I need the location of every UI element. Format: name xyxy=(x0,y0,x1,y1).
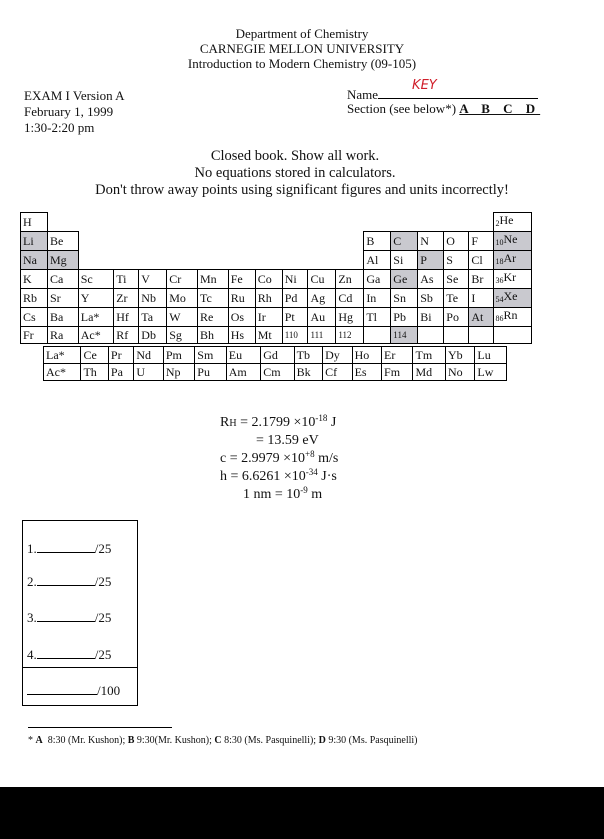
element-cell: Be xyxy=(47,232,78,251)
table-gap xyxy=(282,232,308,251)
table-gap xyxy=(197,213,228,232)
element-cell: Pu xyxy=(195,364,226,381)
element-cell: Es xyxy=(352,364,381,381)
element-cell: Ru xyxy=(228,289,255,308)
table-gap xyxy=(197,251,228,270)
element-cell: Ge xyxy=(391,270,418,289)
element-cell: Na xyxy=(21,251,48,270)
element-cell xyxy=(493,289,532,308)
footnote: * A 8:30 (Mr. Kushon); B 9:30(Mr. Kushon); C 8:30 (Ms. Pasquinelli); D 9:30 (Ms. Pasquinelli) xyxy=(28,735,418,746)
element-symbol: Xe xyxy=(503,289,518,303)
element-cell: Sn xyxy=(391,289,418,308)
element-cell: Co xyxy=(255,270,282,289)
element-cell: Cs xyxy=(21,308,48,327)
rydberg-constant: RH = $2.1799 \times 10^{-18}$ J xyxy=(220,413,337,430)
element-cell: Re xyxy=(197,308,228,327)
exam-time: 1:30-2:20 pm xyxy=(24,120,95,135)
element-cell: Bi xyxy=(418,308,444,327)
element-cell: Th xyxy=(81,364,108,381)
element-cell: Ho xyxy=(352,347,381,364)
element-cell: Bh xyxy=(197,327,228,344)
element-cell: In xyxy=(364,289,391,308)
score-row-1: 1. /25 xyxy=(27,541,112,556)
element-cell: Y xyxy=(78,289,113,308)
score-row-2: 2. /25 xyxy=(27,574,112,589)
element-cell: Rb xyxy=(21,289,48,308)
element-cell: Ac* xyxy=(78,327,113,344)
nanometer-conversion: 1 nm = $10^{-9}$ m xyxy=(243,485,323,502)
rydberg-ev: = 13.59 eV xyxy=(256,433,319,448)
element-cell: Au xyxy=(308,308,336,327)
table-gap xyxy=(78,232,113,251)
periodic-row xyxy=(21,270,532,289)
periodic-row xyxy=(21,213,532,232)
name-label: Name xyxy=(347,87,379,102)
element-cell: Pm xyxy=(163,347,194,364)
scan-border xyxy=(0,787,604,839)
element-cell: Al xyxy=(364,251,391,270)
element-cell: Pt xyxy=(282,308,308,327)
element-cell: Cr xyxy=(167,270,198,289)
planck-constant: $h = 6.6261 \times 10^{-34}$ J·s xyxy=(220,467,337,484)
f-block-row xyxy=(44,364,507,381)
section-field xyxy=(347,101,540,117)
element-cell: Fm xyxy=(382,364,413,381)
element-cell: S xyxy=(444,251,469,270)
element-symbol: Rn xyxy=(503,308,518,322)
element-cell: Gd xyxy=(261,347,294,364)
table-gap xyxy=(282,213,308,232)
table-gap xyxy=(364,213,391,232)
element-cell: Po xyxy=(444,308,469,327)
table-gap xyxy=(228,232,255,251)
element-cell: Fe xyxy=(228,270,255,289)
element-cell: No xyxy=(445,364,474,381)
atomic-number: 2 xyxy=(495,219,500,228)
element-cell xyxy=(493,327,532,344)
table-gap xyxy=(78,213,113,232)
element-cell: Pr xyxy=(108,347,133,364)
element-cell: Mn xyxy=(197,270,228,289)
element-cell: Zr xyxy=(114,289,139,308)
element-cell: U xyxy=(134,364,163,381)
periodic-row xyxy=(21,251,532,270)
element-cell: Hf xyxy=(114,308,139,327)
table-gap xyxy=(255,251,282,270)
element-cell: As xyxy=(418,270,444,289)
element-cell: Ac* xyxy=(44,364,81,381)
atomic-number: 18 xyxy=(495,257,504,266)
atomic-number: 10 xyxy=(495,238,504,247)
element-cell: H xyxy=(21,213,48,232)
element-cell: 112 xyxy=(336,327,364,344)
element-cell: 114 xyxy=(391,327,418,344)
element-cell: Ni xyxy=(282,270,308,289)
element-cell: Md xyxy=(413,364,445,381)
table-gap xyxy=(336,251,364,270)
element-cell xyxy=(444,327,469,344)
element-cell: Te xyxy=(444,289,469,308)
element-cell: V xyxy=(139,270,167,289)
periodic-row xyxy=(21,232,532,251)
element-cell: Ba xyxy=(47,308,78,327)
atomic-number: 54 xyxy=(495,295,504,304)
element-cell: Eu xyxy=(226,347,260,364)
element-cell: Pb xyxy=(391,308,418,327)
element-cell: Lu xyxy=(475,347,507,364)
element-cell: 111 xyxy=(308,327,336,344)
element-cell: B xyxy=(364,232,391,251)
section-label: Section (see below*) xyxy=(347,101,457,116)
table-gap xyxy=(308,232,336,251)
periodic-row xyxy=(21,327,532,344)
instruction-2: No equations stored in calculators. xyxy=(194,165,396,181)
footnote-rule xyxy=(28,727,172,728)
element-cell: Cl xyxy=(469,251,493,270)
name-value-handwritten: KEY xyxy=(412,78,437,93)
table-gap xyxy=(167,251,198,270)
table-gap xyxy=(139,213,167,232)
element-cell xyxy=(493,270,532,289)
table-gap xyxy=(114,251,139,270)
score-row-3: 3. /25 xyxy=(27,610,112,625)
element-cell: Rh xyxy=(255,289,282,308)
table-gap xyxy=(47,213,78,232)
table-gap xyxy=(336,213,364,232)
instruction-1: Closed book. Show all work. xyxy=(210,148,380,164)
score-row-4: 4. /25 xyxy=(27,647,112,662)
element-cell: Er xyxy=(382,347,413,364)
element-cell: Cd xyxy=(336,289,364,308)
atomic-number: 36 xyxy=(495,276,504,285)
element-cell: Ca xyxy=(47,270,78,289)
element-cell xyxy=(364,327,391,344)
element-cell: W xyxy=(167,308,198,327)
atomic-number: 86 xyxy=(495,314,504,323)
periodic-table xyxy=(20,212,532,344)
exam-date: February 1, 1999 xyxy=(24,104,114,119)
element-cell xyxy=(418,327,444,344)
table-gap xyxy=(444,213,469,232)
element-cell: Li xyxy=(21,232,48,251)
score-total: /100 xyxy=(27,683,120,699)
score-box xyxy=(22,520,138,706)
element-cell: Ag xyxy=(308,289,336,308)
table-gap xyxy=(167,213,198,232)
element-symbol: He xyxy=(499,213,514,227)
element-cell xyxy=(469,327,493,344)
periodic-row xyxy=(21,289,532,308)
speed-of-light: $c = 2.9979 \times 10^{+8}$ m/s xyxy=(220,449,339,466)
element-cell: P xyxy=(418,251,444,270)
table-gap xyxy=(336,232,364,251)
element-cell: N xyxy=(418,232,444,251)
table-gap xyxy=(228,213,255,232)
periodic-row xyxy=(21,308,532,327)
element-cell: Sc xyxy=(78,270,113,289)
element-cell: Mt xyxy=(255,327,282,344)
element-cell: Ga xyxy=(364,270,391,289)
element-cell: La* xyxy=(44,347,81,364)
element-cell: La* xyxy=(78,308,113,327)
element-cell: Sg xyxy=(167,327,198,344)
element-cell: Ta xyxy=(139,308,167,327)
element-cell: Nb xyxy=(139,289,167,308)
university-title: CARNEGIE MELLON UNIVERSITY xyxy=(199,41,405,56)
element-cell: Lw xyxy=(475,364,507,381)
department-title: Department of Chemistry xyxy=(235,26,369,41)
element-cell: Nd xyxy=(134,347,163,364)
section-options: A B C D xyxy=(459,101,541,116)
table-gap xyxy=(139,251,167,270)
table-gap xyxy=(167,232,198,251)
table-gap xyxy=(78,251,113,270)
element-cell: Tb xyxy=(294,347,322,364)
element-cell: Sb xyxy=(418,289,444,308)
table-gap xyxy=(114,232,139,251)
element-cell: Sm xyxy=(195,347,226,364)
table-gap xyxy=(418,213,444,232)
table-gap xyxy=(114,213,139,232)
element-cell xyxy=(493,213,532,232)
table-gap xyxy=(228,251,255,270)
element-cell: O xyxy=(444,232,469,251)
table-gap xyxy=(197,232,228,251)
element-cell: Sr xyxy=(47,289,78,308)
element-cell: I xyxy=(469,289,493,308)
element-cell: Pd xyxy=(282,289,308,308)
element-cell: Hs xyxy=(228,327,255,344)
element-cell: 110 xyxy=(282,327,308,344)
element-cell: Am xyxy=(226,364,260,381)
f-block-table xyxy=(43,346,507,381)
element-cell: Os xyxy=(228,308,255,327)
element-cell: Db xyxy=(139,327,167,344)
element-symbol: Ar xyxy=(503,251,517,265)
element-cell: Rf xyxy=(114,327,139,344)
element-cell: Tc xyxy=(197,289,228,308)
table-gap xyxy=(255,232,282,251)
element-cell: Ra xyxy=(47,327,78,344)
element-cell: Fr xyxy=(21,327,48,344)
element-cell: Bk xyxy=(294,364,322,381)
element-cell: Yb xyxy=(445,347,474,364)
element-cell: Mo xyxy=(167,289,198,308)
table-gap xyxy=(391,213,418,232)
element-cell: Pa xyxy=(108,364,133,381)
element-symbol: Kr xyxy=(503,270,517,284)
element-cell: Br xyxy=(469,270,493,289)
element-cell: C xyxy=(391,232,418,251)
element-cell: Np xyxy=(163,364,194,381)
element-cell: Ti xyxy=(114,270,139,289)
element-symbol: Ne xyxy=(503,232,518,246)
element-cell: Tm xyxy=(413,347,445,364)
element-cell xyxy=(493,251,532,270)
element-cell: Se xyxy=(444,270,469,289)
f-block-row xyxy=(44,347,507,364)
element-cell: Cu xyxy=(308,270,336,289)
element-cell: Cf xyxy=(323,364,352,381)
element-cell xyxy=(493,308,532,327)
table-gap xyxy=(139,232,167,251)
element-cell: At xyxy=(469,308,493,327)
table-gap xyxy=(255,213,282,232)
element-cell: Tl xyxy=(364,308,391,327)
table-gap xyxy=(308,213,336,232)
table-gap xyxy=(308,251,336,270)
element-cell: Mg xyxy=(47,251,78,270)
element-cell: K xyxy=(21,270,48,289)
element-cell: Dy xyxy=(323,347,352,364)
score-divider xyxy=(23,667,137,668)
element-cell: F xyxy=(469,232,493,251)
element-cell: Zn xyxy=(336,270,364,289)
exam-version: EXAM I Version A xyxy=(24,88,125,103)
element-cell: Ce xyxy=(81,347,108,364)
table-gap xyxy=(469,213,493,232)
element-cell: Cm xyxy=(261,364,294,381)
instruction-3: Don't throw away points using significant figures and units incorrectly! xyxy=(95,182,509,198)
element-cell xyxy=(493,232,532,251)
course-title: Introduction to Modern Chemistry (09-105) xyxy=(187,56,417,71)
element-cell: Hg xyxy=(336,308,364,327)
element-cell: Ir xyxy=(255,308,282,327)
table-gap xyxy=(282,251,308,270)
element-cell: Si xyxy=(391,251,418,270)
